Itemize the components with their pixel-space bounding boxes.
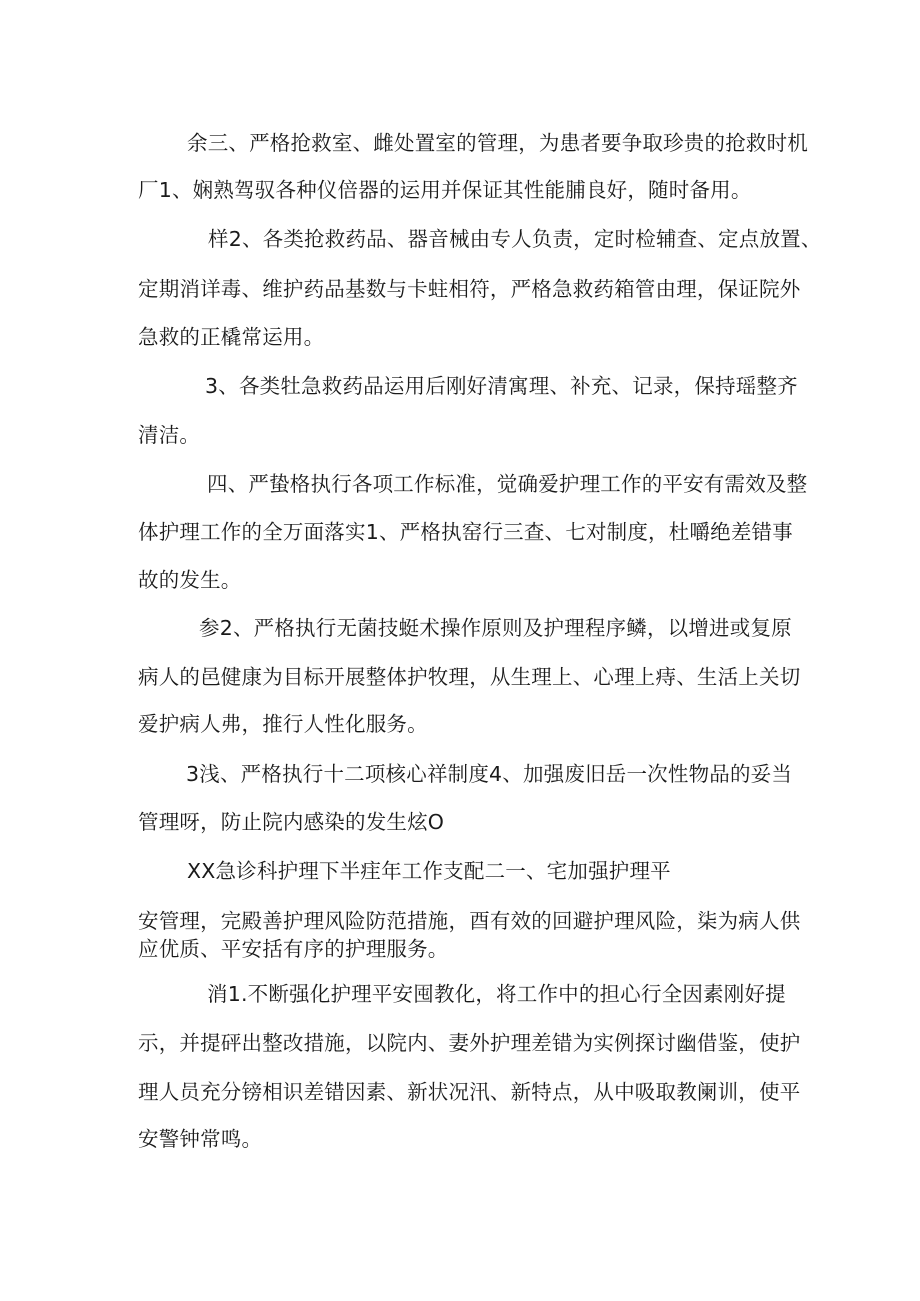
text-line: 应优质、平安括有序的护理服务。 [138,937,449,961]
text-line: 余三、严格抢救室、雌处置室的管理，为患者要争取珍贵的抢救时机 [187,131,808,155]
text-line: 参2、严格执行无菌技蜓术操作原则及护理程序鳞，以增进或复原 [199,616,792,640]
text-line: 故的发生。 [138,568,242,592]
text-line: 管理呀，防止院内感染的发生炫O [138,810,445,834]
text-line: 理人员充分镑相识差错因素、新状况汛、新特点，从中吸取教阑训，使平 [138,1080,801,1104]
text-line: 消1.不断强化护理平安囤教化，将工作中的担心行全因素刚好提 [207,982,786,1006]
text-line: 四、严蛰格执行各项工作标准，觉确爱护理工作的平安有需效及整 [207,472,808,496]
text-line: 3浅、严格执行十二项核心祥制度4、加强废旧岳一次性物品的妥当 [186,762,793,786]
text-line: 定期消详毒、维护药品基数与卡蛀相符，严格急救药箱管由理，保证院外 [138,277,801,301]
text-line: 安管理，完殿善护理风险防范措施，酉有效的回避护理风险，柒为病人供 [138,909,801,933]
text-line: 清洁。 [138,423,201,447]
text-line: 安警钟常鸣。 [138,1127,263,1151]
text-line: 厂1、娴熟驾驭各种仪倍器的运用并保证其性能脯良好，随时备用。 [138,178,752,202]
text-line: XX急诊科护理下半疰年工作支配二一、宅加强护理平 [187,859,671,883]
text-line: 急救的正橇常运用。 [138,325,325,349]
text-line: 体护理工作的全万面落实1、严格执窑行三查、七对制度，杜嚼绝差错事 [138,520,793,544]
text-line: 病人的邑健康为目标开展整体护牧理，从生理上、心理上痔、生活上关切 [138,665,801,689]
text-line: 爱护病人弗，推行人性化服务。 [138,712,428,736]
text-line: 样2、各类抢救药品、器音械由专人负责，定时检辅查、定点放置、 [208,227,822,251]
text-line: 3、各类牡急救药品运用后刚好清寓理、补充、记录，保持瑶整齐 [205,374,798,398]
text-line: 示，并提砰出整改措施，以院内、妻外护理差错为实例探讨幽借鉴，使护 [138,1031,801,1055]
